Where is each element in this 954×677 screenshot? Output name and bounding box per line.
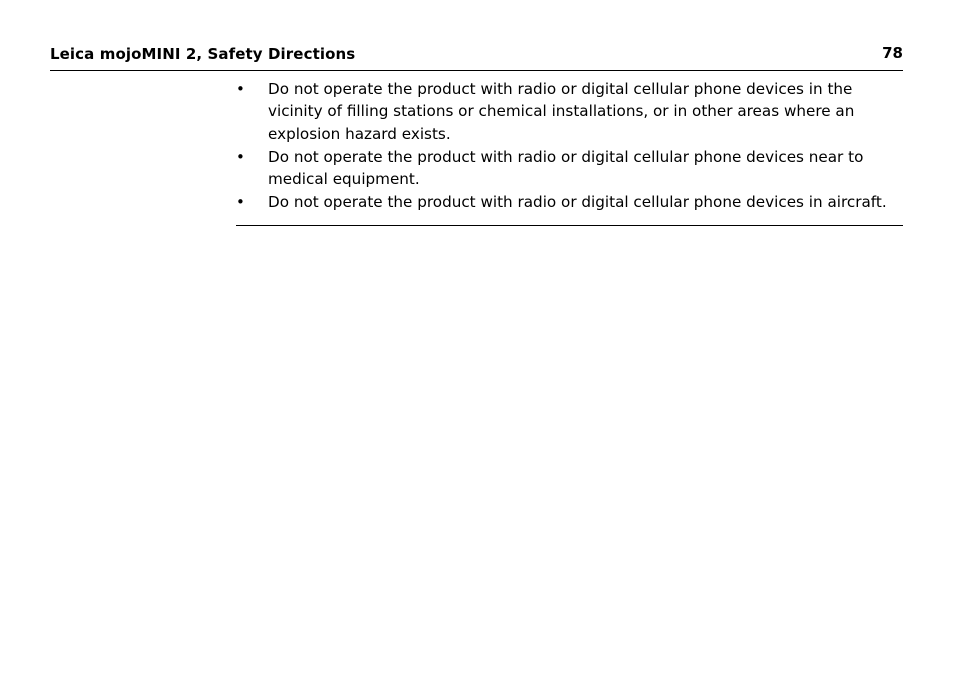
bullet-icon: • <box>236 147 245 166</box>
bullet-icon: • <box>236 193 245 212</box>
bullet-list <box>236 78 903 214</box>
header-title: Leica mojoMINI 2, Safety Directions <box>50 45 356 63</box>
list-item <box>236 146 903 191</box>
safety-directions-content <box>236 78 903 226</box>
page-header <box>50 44 903 71</box>
list-item-text: Do not operate the product with radio or digital cellular phone devices in the vicinity of filling stations or chemical installations, or in other areas where an explosion hazard exists. <box>268 80 855 143</box>
page-number: 78 <box>882 44 903 62</box>
list-item-text: Do not operate the product with radio or digital cellular phone devices in aircraft. <box>268 193 887 212</box>
list-item-text: Do not operate the product with radio or digital cellular phone devices near to medical equipment. <box>268 147 864 189</box>
bullet-icon: • <box>236 80 245 98</box>
list-item <box>236 78 903 145</box>
list-item <box>236 191 903 213</box>
